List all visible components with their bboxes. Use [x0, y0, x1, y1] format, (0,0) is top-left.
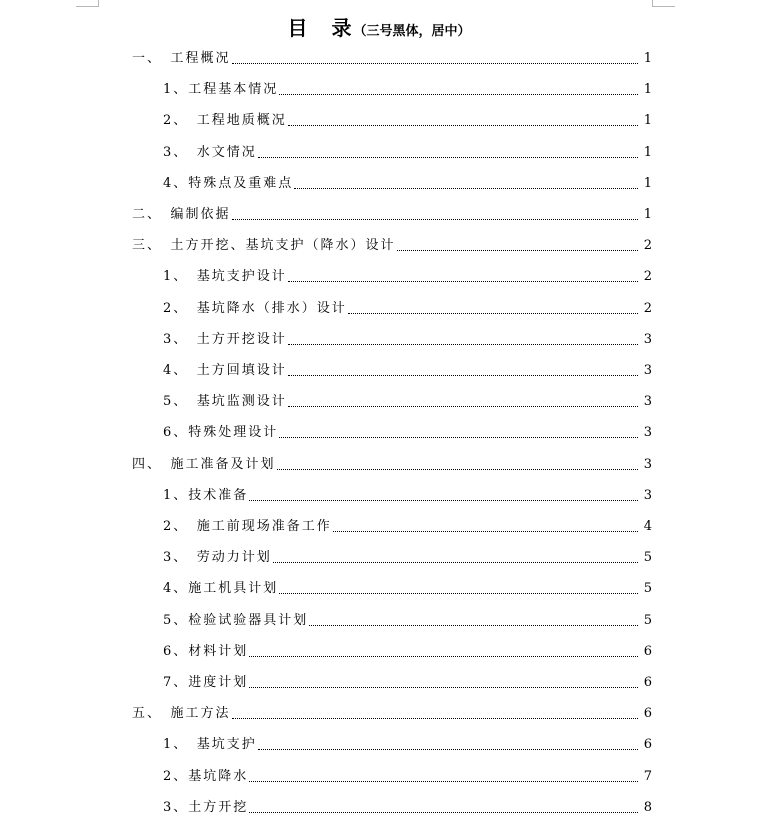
- toc-page-number: 3: [643, 487, 652, 503]
- toc-entry-text: 1、 基坑支护: [163, 737, 257, 753]
- toc-page-number: 5: [643, 550, 652, 566]
- toc-entry[interactable]: [163, 76, 652, 98]
- toc-entry-text: 四、 施工准备及计划: [132, 456, 276, 472]
- toc-dot-leader: [273, 562, 638, 563]
- toc-page-number: 6: [643, 675, 652, 690]
- toc-page-number: 8: [643, 799, 652, 815]
- toc-page-number: 6: [643, 737, 652, 753]
- toc-page-number: 3: [643, 425, 652, 441]
- toc-page-number: 6: [643, 643, 652, 659]
- toc-dot-leader: [249, 687, 638, 688]
- toc-entry[interactable]: [163, 731, 652, 753]
- toc-dot-leader: [258, 749, 638, 750]
- toc-entry[interactable]: [163, 763, 652, 785]
- toc-page-number: 6: [643, 706, 652, 722]
- toc-entry[interactable]: [163, 607, 652, 629]
- toc-page-number: 4: [643, 519, 652, 534]
- toc-page-number: 1: [643, 144, 652, 160]
- margin-corner-mark-right: [652, 0, 675, 7]
- toc-entry-text: 1、技术准备: [163, 487, 249, 503]
- toc-entry-text: 2、 基坑降水（排水）设计: [163, 300, 347, 316]
- toc-entry[interactable]: [163, 638, 652, 660]
- toc-page-number: 1: [643, 113, 652, 129]
- toc-dot-leader: [232, 219, 638, 220]
- toc-entry[interactable]: [132, 201, 652, 223]
- toc-entry[interactable]: [163, 669, 652, 691]
- toc-entry-text: 2、基坑降水: [163, 768, 249, 784]
- toc-entry[interactable]: [163, 513, 652, 535]
- toc-dot-leader: [258, 157, 638, 158]
- toc-entry[interactable]: [163, 170, 652, 192]
- toc-dot-leader: [288, 281, 638, 282]
- toc-entry-text: 2、 工程地质概况: [163, 113, 287, 129]
- toc-page-number: 3: [643, 394, 652, 410]
- toc-page-number: 3: [643, 363, 652, 378]
- toc-dot-leader: [249, 500, 638, 501]
- toc-entry[interactable]: [163, 575, 652, 597]
- toc-dot-leader: [279, 437, 638, 438]
- toc-dot-leader: [294, 188, 638, 189]
- toc-entry-text: 4、特殊点及重难点: [163, 175, 294, 191]
- toc-dot-leader: [277, 469, 638, 470]
- toc-page-number: 1: [643, 51, 652, 66]
- toc-entry-text: 五、 施工方法: [132, 706, 231, 722]
- toc-entry[interactable]: [132, 232, 652, 254]
- toc-dot-leader: [249, 812, 638, 813]
- toc-page-number: 2: [643, 300, 652, 316]
- toc-title: [0, 12, 758, 41]
- toc-page-number: 1: [643, 207, 652, 222]
- toc-entry[interactable]: [163, 388, 652, 410]
- toc-page-number: 2: [643, 269, 652, 285]
- toc-title-main: 目 录: [287, 16, 354, 40]
- toc-entry-text: 1、 基坑支护设计: [163, 269, 287, 285]
- toc-dot-leader: [288, 125, 638, 126]
- toc-dot-leader: [288, 344, 638, 345]
- toc-page-number: 2: [643, 238, 652, 254]
- toc-entry-text: 4、 土方回填设计: [163, 363, 287, 378]
- toc-entry[interactable]: [163, 295, 652, 317]
- toc-dot-leader: [333, 531, 638, 532]
- toc-entry-text: 3、 土方开挖设计: [163, 331, 287, 347]
- toc-title-note: （三号黑体，居中）: [353, 24, 471, 39]
- toc-dot-leader: [279, 593, 638, 594]
- toc-dot-leader: [279, 94, 638, 95]
- toc-entry[interactable]: [132, 45, 652, 67]
- toc-page-number: 3: [643, 456, 652, 472]
- toc-entry[interactable]: [163, 794, 652, 816]
- toc-page-number: 5: [643, 581, 652, 597]
- toc-dot-leader: [249, 656, 638, 657]
- toc-page-number: 5: [643, 612, 652, 628]
- toc-dot-leader: [232, 718, 638, 719]
- toc-entry-text: 4、施工机具计划: [163, 581, 279, 597]
- toc-entry[interactable]: [132, 451, 652, 473]
- toc-entry[interactable]: [163, 482, 652, 504]
- toc-page-number: 1: [643, 175, 652, 191]
- toc-entry[interactable]: [163, 357, 652, 379]
- toc-dot-leader: [232, 63, 638, 64]
- toc-entry-text: 3、 水文情况: [163, 144, 257, 160]
- toc-entry[interactable]: [132, 700, 652, 722]
- toc-entry-text: 5、检验试验器具计划: [163, 612, 309, 628]
- toc-dot-leader: [348, 313, 638, 314]
- toc-entry[interactable]: [163, 419, 652, 441]
- toc-entry-text: 7、进度计划: [163, 675, 249, 690]
- toc-entry-text: 3、 劳动力计划: [163, 550, 272, 566]
- toc-entry[interactable]: [163, 326, 652, 348]
- toc-page-number: 7: [643, 768, 652, 784]
- toc-dot-leader: [288, 375, 638, 376]
- toc-entry-text: 3、土方开挖: [163, 799, 249, 815]
- margin-corner-mark-left: [76, 0, 99, 7]
- toc-entry-text: 2、 施工前现场准备工作: [163, 519, 332, 534]
- toc-entry-text: 一、 工程概况: [132, 51, 231, 66]
- toc-entry-text: 5、 基坑监测设计: [163, 394, 287, 410]
- toc-entry[interactable]: [163, 263, 652, 285]
- toc-entry[interactable]: [163, 107, 652, 129]
- toc-entry-text: 二、 编制依据: [132, 207, 231, 222]
- toc-entry[interactable]: [163, 139, 652, 161]
- toc-dot-leader: [249, 781, 638, 782]
- toc-entry-text: 三、 土方开挖、基坑支护（降水）设计: [132, 238, 396, 254]
- toc-entry-text: 1、工程基本情况: [163, 82, 279, 98]
- toc-dot-leader: [309, 625, 638, 626]
- toc-page-number: 1: [643, 82, 652, 98]
- toc-dot-leader: [288, 406, 638, 407]
- toc-entry-text: 6、材料计划: [163, 643, 249, 659]
- toc-entry-text: 6、特殊处理设计: [163, 425, 279, 441]
- toc-page-number: 3: [643, 331, 652, 347]
- toc-entry[interactable]: [163, 544, 652, 566]
- toc-dot-leader: [397, 250, 638, 251]
